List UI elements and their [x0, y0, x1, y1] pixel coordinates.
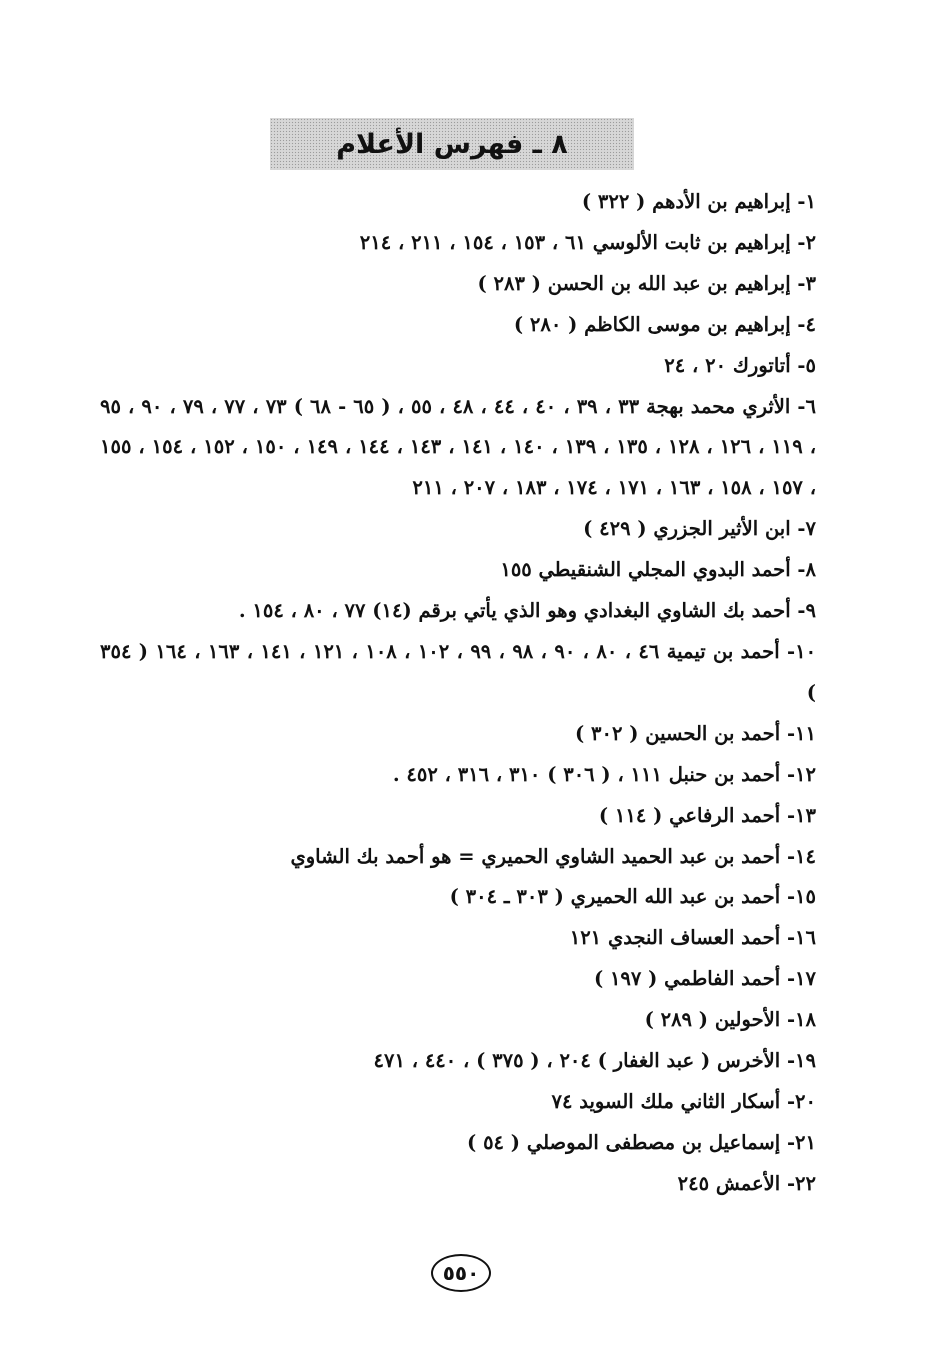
- index-entry: ١٨- الأحولين ( ٢٨٩ ): [644, 1008, 816, 1032]
- index-entry: ٥- أتاتورك ٢٠ ، ٢٤: [664, 353, 816, 377]
- index-entry: ١٤- أحمد بن عبد الحميد الشاوي الحميري = هو أحمد بك الشاوي: [290, 844, 816, 868]
- index-entry: ١٠- أحمد بن تيمية ٤٦ ، ٨٠ ، ٩٠ ، ٩٨ ، ٩٩ ، ١٠٢ ، ١٠٨ ، ١٢١ ، ١٤١ ، ١٦٣ ، ١٦٤ ( ٣٥٤ ): [100, 639, 817, 704]
- index-entry: ١- إبراهيم بن الأدهم ( ٣٢٢ ): [581, 190, 816, 213]
- section-title-banner: [270, 118, 634, 170]
- index-entry: ١٩- الأخرس ( عبد الغفار ) ٢٠٤ ، ( ٣٧٥ ) ، ٤٤٠ ، ٤٧١: [373, 1049, 816, 1073]
- page-number: ٥٥٠: [431, 1254, 491, 1292]
- index-entry: ١٧- أحمد الفاطمي ( ١٩٧ ): [593, 967, 816, 991]
- index-entry: ٣- إبراهيم بن عبد الله بن الحسن ( ٢٨٣ ): [477, 271, 816, 295]
- index-of-names-list: [100, 182, 816, 1205]
- index-entry: ١٥- أحمد بن عبد الله الحميري ( ٣٠٣ ـ ٣٠٤ ): [449, 885, 816, 909]
- section-title: ٨ ـ فهرس الأعلام: [336, 128, 568, 160]
- index-entry: ٤- إبراهيم بن موسى الكاظم ( ٢٨٠ ): [513, 312, 816, 336]
- index-entry: ١٢- أحمد بن حنبل ١١١ ، ( ٣٠٦ ) ٣١٠ ، ٣١٦ ، ٤٥٢ .: [392, 762, 816, 786]
- index-entry: ٢١- إسماعيل بن مصطفى الموصلي ( ٥٤ ): [467, 1130, 816, 1154]
- index-entry: ٩- أحمد بك الشاوي البغدادي وهو الذي يأتي برقم (١٤) ٧٧ ، ٨٠ ، ١٥٤ .: [238, 599, 816, 623]
- index-entry: ٧- ابن الأثير الجزري ( ٤٢٩ ): [583, 517, 816, 541]
- index-entry: ٢- إبراهيم بن ثابت الألوسي ٦١ ، ١٥٣ ، ١٥٤ ، ٢١١ ، ٢١٤: [359, 230, 816, 254]
- index-entry: ٢٢- الأعمش ٢٤٥: [677, 1171, 816, 1195]
- index-entry: ٨- أحمد البدوي المجلي الشنقيطي ١٥٥: [500, 558, 816, 582]
- index-entry: ٦- الأثري محمد بهجة ٣٣ ، ٣٩ ، ٤٠ ، ٤٤ ، ٤٨ ، ٥٥ ، ( ٦٥ - ٦٨ ) ٧٣ ، ٧٧ ، ٧٩ ، ٩٠ ، ٩٥ ، ١١٩ ، ١٢٦ ، ١٢٨ ، ١٣٥ ، ١٣٩ ، ١٤٠ ، ١٤١ ، ١٤٣ ، ١٤٤ ، ١٤٩ ، ١٥٠ ، ١٥٢ ، ١٥٤ ، ١٥٥ ، ١٥٧ ، ١٥٨ ، ١٦٣ ، ١٧١ ، ١٧٤ ، ١٨٣ ، ٢٠٧ ، ٢١١: [100, 394, 817, 500]
- index-entry: ١٣- أحمد الرفاعي ( ١١٤ ): [598, 803, 816, 827]
- index-entry: ٢٠- أسكار الثاني ملك السويد ٧٤: [551, 1089, 816, 1113]
- index-entry: ١٦- أحمد العساف النجدي ١٢١: [569, 926, 816, 950]
- index-entry: ١١- أحمد بن الحسين ( ٣٠٢ ): [575, 721, 816, 745]
